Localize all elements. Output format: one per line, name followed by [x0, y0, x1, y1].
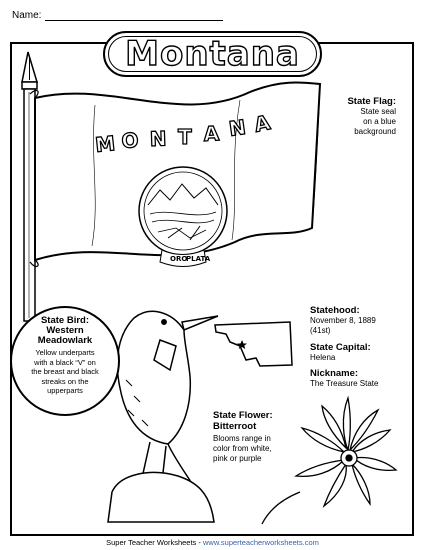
- title-banner: [103, 31, 322, 77]
- statehood-line: (41st): [310, 326, 331, 335]
- state-bird-desc-line: streaks on the: [41, 376, 89, 386]
- state-flag-label: State Flag:: [347, 96, 396, 107]
- flag-letter: M: [94, 131, 117, 157]
- flag-letter: A: [252, 110, 273, 137]
- page-title: Montana: [125, 34, 300, 74]
- nickname-label: Nickname:: [310, 368, 359, 379]
- state-flower-desc-line: Blooms range in: [213, 434, 271, 443]
- state-bird-label: Meadowlark: [37, 335, 93, 346]
- state-flower-desc-line: color from white,: [213, 444, 272, 453]
- state-flower-info: [213, 410, 293, 464]
- state-bird-description: [12, 348, 118, 396]
- footer: [0, 538, 425, 547]
- flag-letter: O: [120, 127, 140, 153]
- state-flag-line: background: [354, 127, 396, 136]
- nickname-value: The Treasure State: [310, 379, 379, 388]
- state-bird-label: State Bird:: [40, 315, 90, 326]
- flag-letter: T: [178, 125, 192, 149]
- state-capital-label: State Capital:: [310, 342, 371, 353]
- nickname-info: [310, 368, 410, 389]
- meadowlark-icon: [108, 311, 218, 522]
- seal-banner-text: PLATA: [186, 255, 211, 263]
- state-flower-label: State Flower:: [213, 410, 273, 421]
- state-bird-desc-line: Yellow underparts: [35, 348, 95, 357]
- montana-map-icon: [215, 322, 292, 366]
- footer-link[interactable]: www.superteacherworksheets.com: [202, 538, 319, 547]
- state-flower-desc-line: pink or purple: [213, 454, 262, 463]
- statehood-line: November 8, 1889: [310, 316, 376, 325]
- state-bird-info: [10, 306, 120, 416]
- seal-banner-text: ORO: [170, 255, 188, 263]
- state-flower-label: Bitterroot: [213, 421, 257, 432]
- state-flag-line: State seal: [360, 107, 396, 116]
- flag-letter: N: [149, 126, 167, 151]
- state-bird-label: Western: [46, 325, 84, 336]
- flag-letter: N: [227, 114, 248, 141]
- state-bird-desc-line: with a black “V” on: [34, 357, 96, 367]
- statehood-info: [310, 305, 410, 336]
- state-flag-line: on a blue: [363, 117, 396, 126]
- state-bird-desc-line: upperparts: [47, 386, 83, 395]
- state-capital-value: Helena: [310, 353, 336, 362]
- statehood-label: Statehood:: [310, 305, 360, 316]
- flag-letter: A: [203, 121, 220, 146]
- state-flag-info: [318, 96, 396, 137]
- name-label: Name:: [12, 10, 42, 21]
- state-bird-desc-line: the breast and black: [31, 367, 99, 376]
- footer-text: Super Teacher Worksheets -: [106, 538, 203, 547]
- state-capital-info: [310, 342, 410, 363]
